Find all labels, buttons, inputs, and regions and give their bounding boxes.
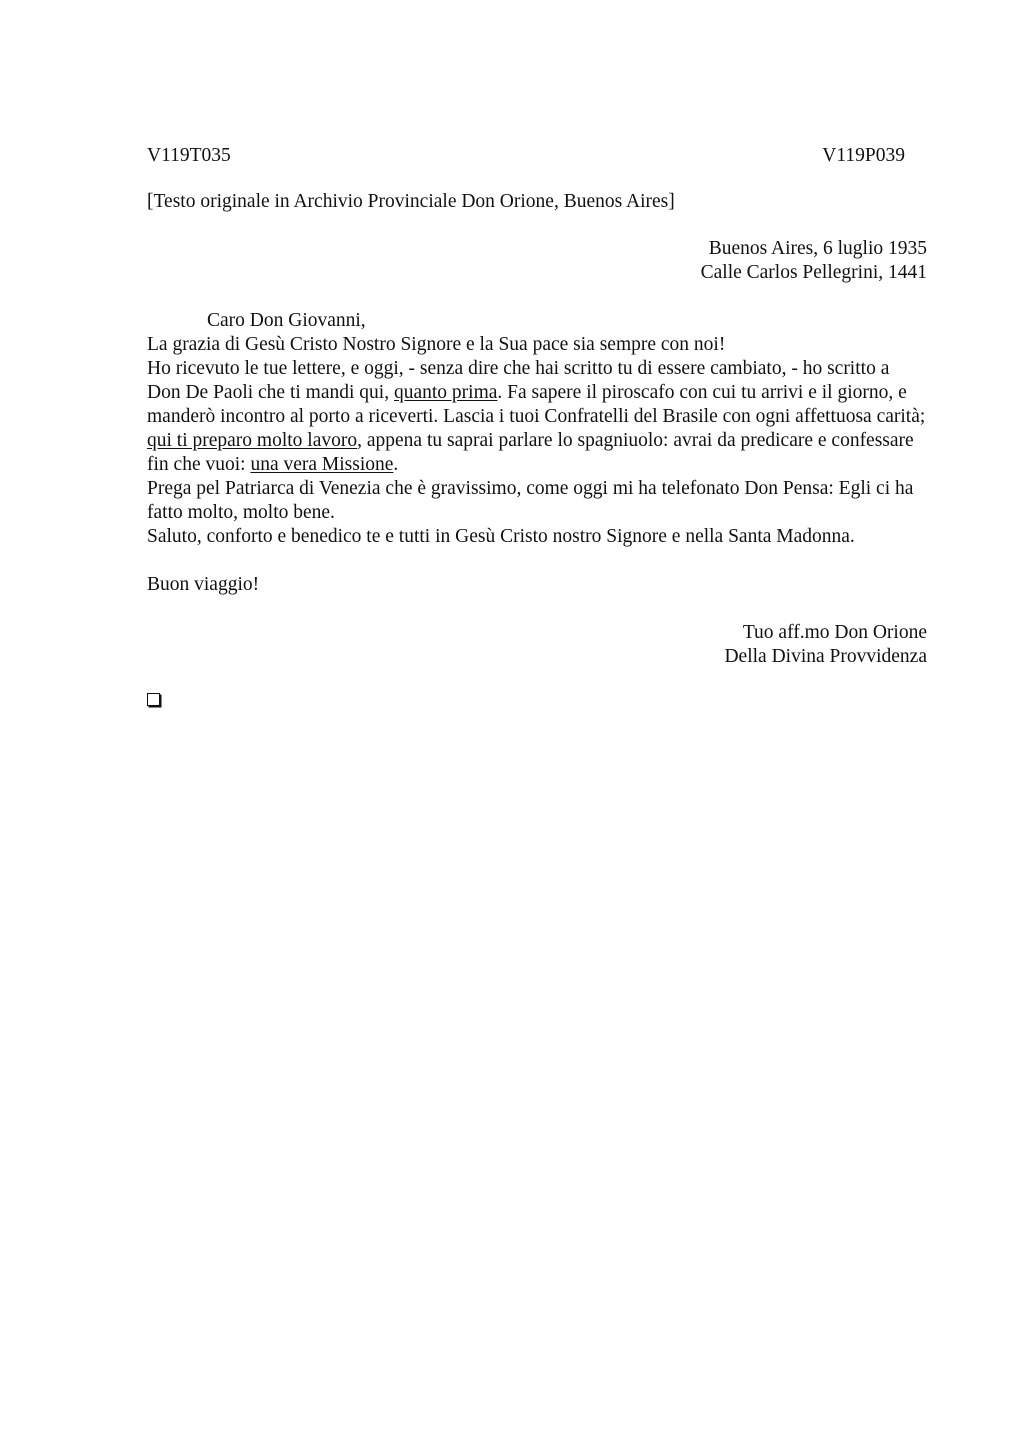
dateline <box>147 237 927 285</box>
address: Calle Carlos Pellegrini, 1441 <box>700 262 927 283</box>
place-date: Buenos Aires, 6 luglio 1935 <box>708 238 927 259</box>
signature-line-1: Tuo aff.mo Don Orione <box>742 622 927 643</box>
signature <box>147 621 927 669</box>
paragraph-1: La grazia di Gesù Cristo Nostro Signore e la Sua pace sia sempre con noi! <box>147 334 726 355</box>
underlined-quanto-prima: quanto prima <box>393 382 498 403</box>
paragraph-2-text-c: , appena tu saprai parlare lo spagniuolo: avrai da predicare e confessare fin che vuoi: <box>147 430 914 475</box>
code-right: V119P039 <box>822 145 905 166</box>
farewell: Buon viaggio! <box>147 574 260 595</box>
document-codes <box>147 140 927 172</box>
signature-line-2: Della Divina Provvidenza <box>724 646 927 667</box>
underlined-molto-lavoro: qui ti preparo molto lavoro <box>147 430 358 451</box>
square-box-icon <box>147 693 160 706</box>
paragraph-3: Prega pel Patriarca di Venezia che è gravissimo, come oggi mi ha telefonato Don Pensa: Egli ci ha fatto molto, molto bene. <box>147 478 914 523</box>
paragraph-4: Saluto, conforto e benedico te e tutti in Gesù Cristo nostro Signore e nella Santa Madonna. <box>147 526 855 547</box>
paragraph-2 <box>147 357 927 477</box>
source-note: [Testo originale in Archivio Provinciale Don Orione, Buenos Aires] <box>147 191 675 212</box>
salutation: Caro Don Giovanni, <box>207 310 366 331</box>
letter-body <box>147 333 927 549</box>
paragraph-2-text-d: . <box>393 454 399 475</box>
code-left: V119T035 <box>147 145 231 166</box>
paragraph-2-text-b: . Fa sapere il piroscafo con cui tu arrivi e il giorno, e manderò incontro al porto a riceverti. Lascia i tuoi Confratelli del Brasile con ogni affettuosa carità; <box>147 382 926 427</box>
underlined-vera-missione: una vera Missione <box>250 454 394 475</box>
paragraph-2-text-a: Ho ricevuto le tue lettere, e oggi, - senza dire che hai scritto tu di essere cambiato, - ho scritto a Don De Paoli che ti mandi qui, <box>147 358 890 403</box>
document-page <box>147 140 927 706</box>
